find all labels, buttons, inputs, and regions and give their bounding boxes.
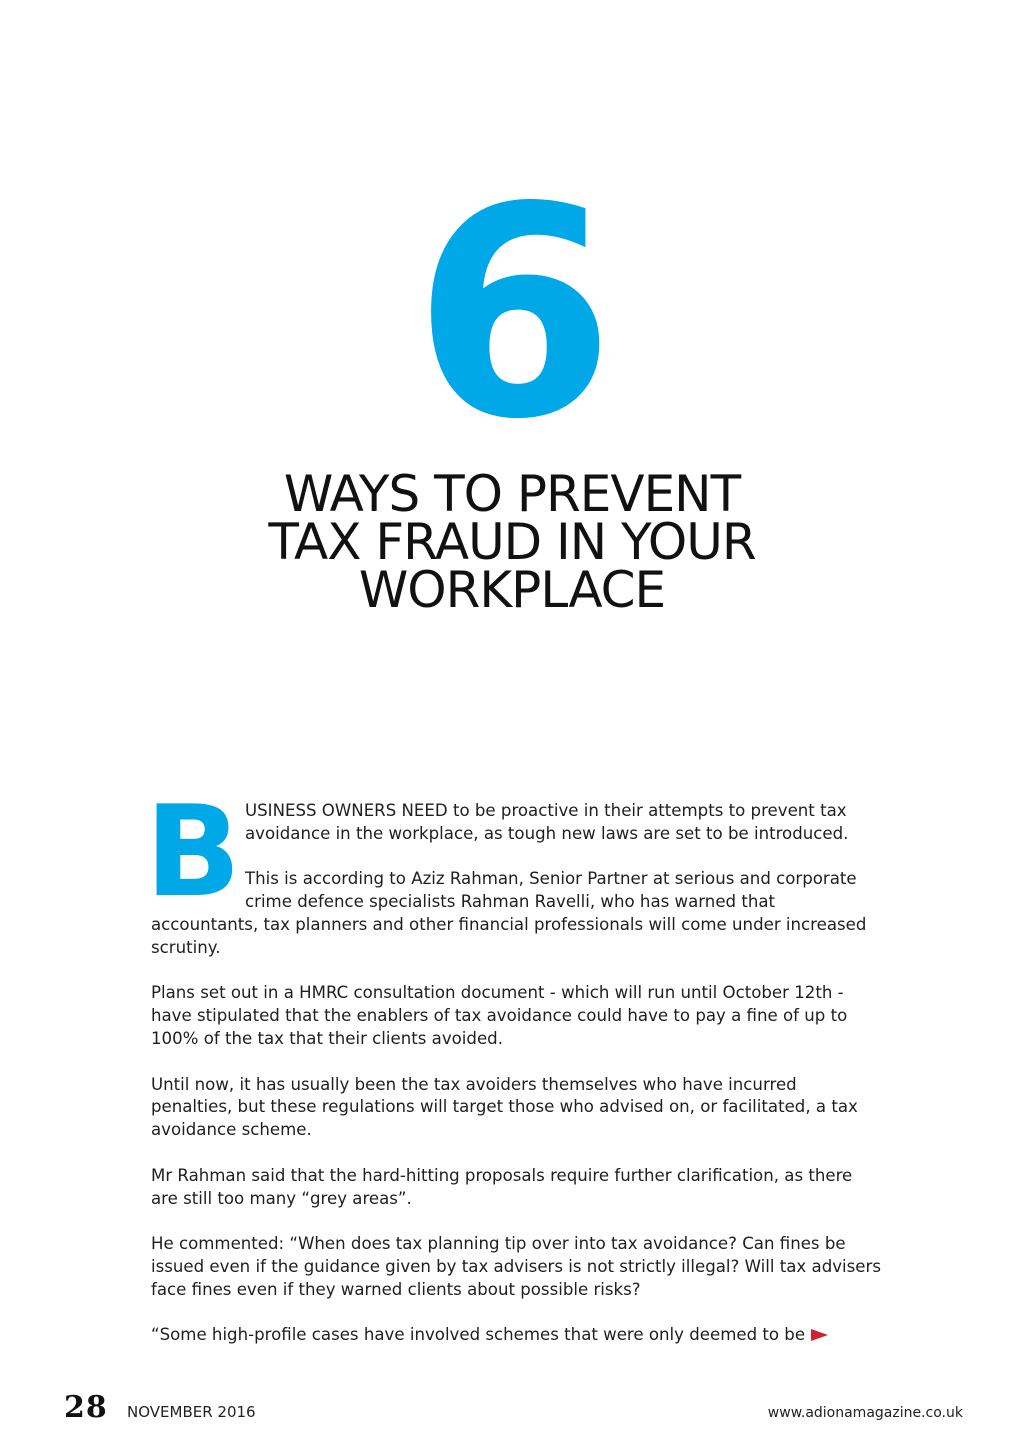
website-url[interactable]: www.adionamagazine.co.uk [767,1405,963,1421]
paragraph-5: Mr Rahman said that the hard-hitting proposals require further clarification, as there are still too many “grey areas”. [151,1165,853,1208]
paragraph-7-text: “Some high-profile cases have involved schemes that were only deemed to be [151,1325,806,1345]
paragraph-6: He commented: “When does tax planning tip over into tax avoidance? Can fines be issued even if the guidance given by tax advisers is not strictly illegal? Will tax advisers face fines even if they warned clients about possible risks? [151,1234,881,1299]
article-body [145,778,881,1370]
paragraph-3: Plans set out in a HMRC consultation document - which will run until October 12th - have stipulated that the enablers of tax avoidance could have to pay a fine of up to 100% of the tax that their clients avoided. [151,983,848,1048]
headline-line-2: TAX FRAUD IN YOUR [268,513,756,571]
paragraph-2: This is according to Aziz Rahman, Senior Partner at serious and corporate crime defence specialists Rahman Ravelli, who has warned that accountants, tax planners and other financial professionals will come under increased scrutiny. [151,869,867,957]
paragraph-7 [151,1324,881,1347]
headline-line-3: WORKPLACE [358,561,666,619]
paragraph-4: Until now, it has usually been the tax avoiders themselves who have incurred penalties, but these regulations will target those who advised on, or facilitated, a tax avoidance scheme. [151,1074,858,1140]
drop-cap: B [145,778,242,925]
article-headline [0,465,1024,619]
page-footer [0,1390,1024,1430]
lead-in: USINESS OWNERS NEED [245,801,448,820]
page-number: 28 [64,1390,108,1425]
headline-line-1: WAYS TO PREVENT [283,465,741,523]
feature-number: 6 [413,146,611,483]
issue-date: NOVEMBER 2016 [127,1403,256,1421]
paragraph-1-text: to be proactive in their attempts to prevent tax avoidance in the workplace, as tough new laws are set to be introduced. [245,801,849,843]
paragraph-1 [151,800,881,846]
continue-arrow-icon [811,1329,828,1341]
